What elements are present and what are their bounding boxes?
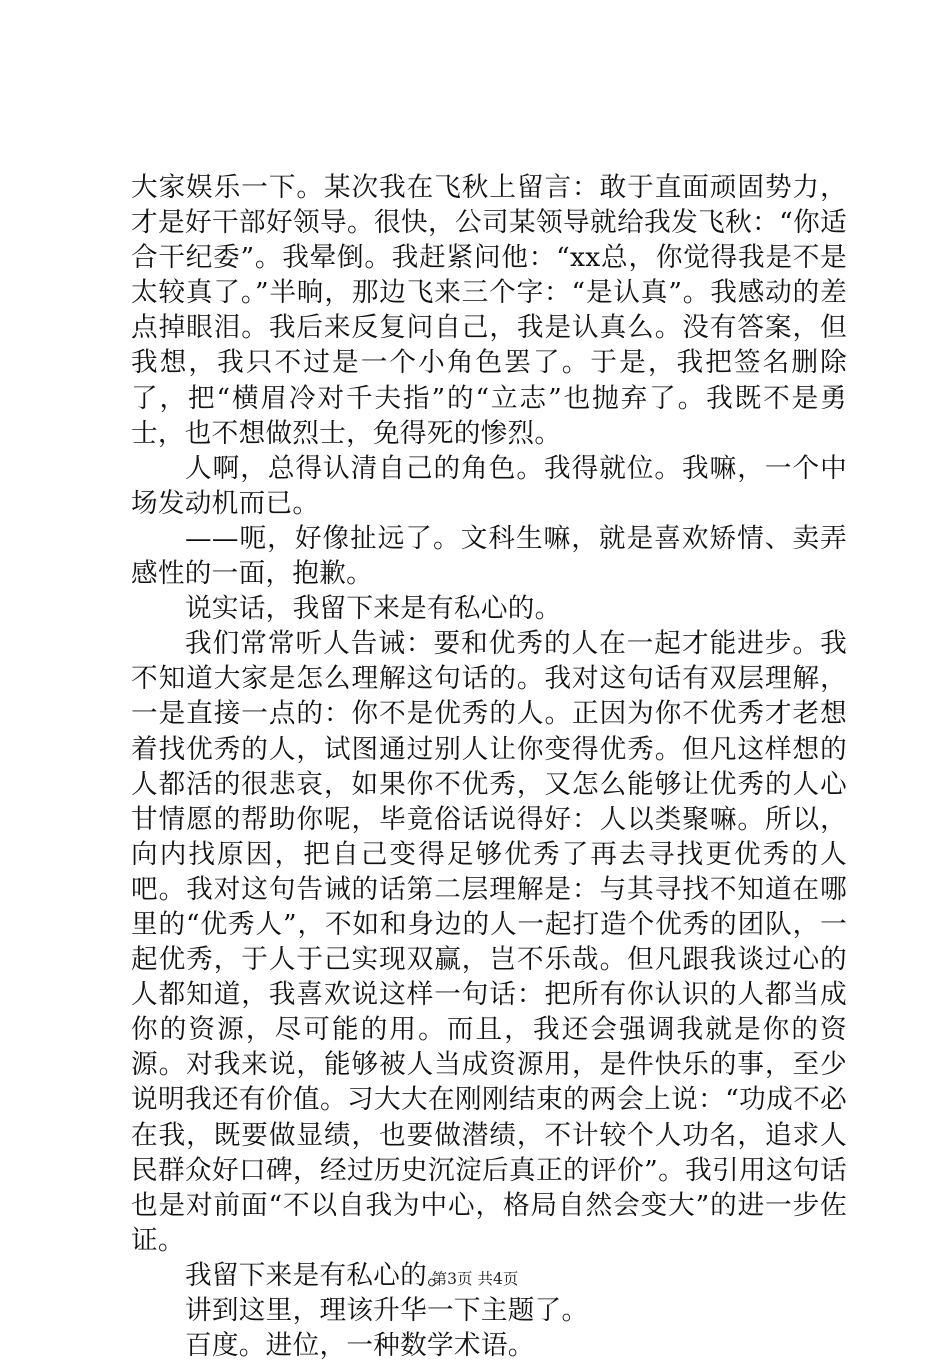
paragraph: 大家娱乐一下。某次我在飞秋上留言：敢于直面顽固势力，才是好干部好领导。很快，公司某领导就给我发飞秋：“你适合干纪委”。我晕倒。我赶紧问他：“xx总，你觉得我是不是太较真了。”半晌，那边飞来三个字：“是认真”。我感动的差点掉眼泪。我后来反复问自己，我是认真么。没有答案，但我想，我只不过是一个小角色罢了。于是，我把签名删除了，把“横眉冷对千夫指”的“立志”也抛弃了。我既不是勇士，也不想做烈士，免得死的惨烈。 xyxy=(131,172,847,449)
paragraph: 说实话，我留下来是有私心的。 xyxy=(185,593,562,625)
page-number-footer: 第3页 共4页 xyxy=(431,1270,519,1288)
paragraph: 人啊，总得认清自己的角色。我得就位。我嘛，一个中场发动机而已。 xyxy=(131,452,847,519)
paragraph: 讲到这里，理该升华一下主题了。 xyxy=(185,1295,589,1326)
paragraph: ——呃，好像扯远了。文科生嘛，就是喜欢矫情、卖弄感性的一面，抱歉。 xyxy=(131,522,847,590)
paragraph: 我留下来是有私心的。 xyxy=(185,1259,454,1291)
paragraph: 百度。进位，一种数学术语。 xyxy=(185,1330,535,1362)
body-text xyxy=(131,170,847,1363)
paragraph: 我们常常听人告诫：要和优秀的人在一起才能进步。我不知道大家是怎么理解这句话的。我对这句话有双层理解，一是直接一点的：你不是优秀的人。正因为你不优秀才老想着找优秀的人，试图通过别人让你变得优秀。但凡这样想的人都活的很悲哀，如果你不优秀，又怎么能够让优秀的人心甘情愿的帮助你呢，毕竟俗话说得好：人以类聚嘛。所以，向内找原因，把自己变得足够优秀了再去寻找更优秀的人吧。我对这句告诫的话第二层理解是：与其寻找不知道在哪里的“优秀人”，不如和身边的人一起打造个优秀的团队，一起优秀，于人于己实现双赢，岂不乐哉。但凡跟我谈过心的人都知道，我喜欢说这样一句话：把所有你认识的人都当成你的资源，尽可能的用。而且，我还会强调我就是你的资源。对我来说，能够被人当成资源用，是件快乐的事，至少说明我还有价值。习大大在刚刚结束的两会上说：“功成不必在我，既要做显绩，也要做潜绩，不计较个人功名，追求人民群众好口碑，经过历史沉淀后真正的评价”。我引用这句话也是对前面“不以自我为中心，格局自然会变大”的进一步佐证。 xyxy=(131,628,847,1256)
